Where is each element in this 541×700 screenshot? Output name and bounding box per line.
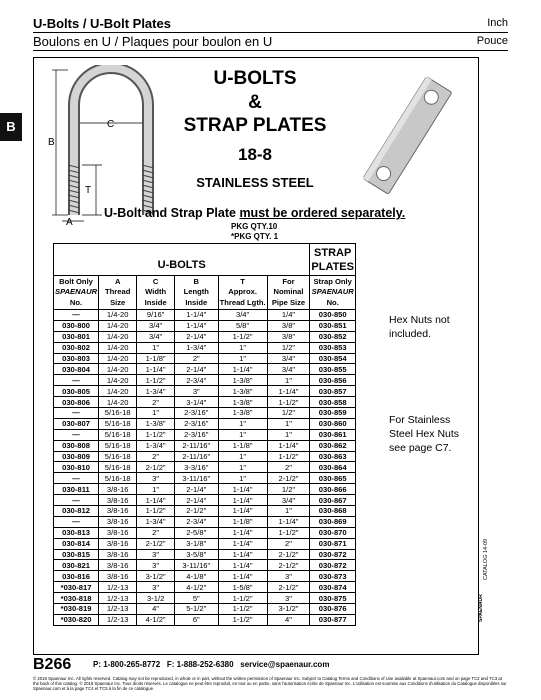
- dim-a-label: A: [66, 217, 73, 225]
- u-bolt-diagram: [44, 65, 164, 225]
- strap-part-number: 030-874: [310, 582, 356, 593]
- title-line-3: STRAP PLATES: [183, 115, 327, 136]
- spec-cell: 6": [174, 614, 218, 625]
- spec-cell: 2": [137, 451, 175, 462]
- spec-cell: 2-1/2": [174, 506, 218, 517]
- spec-cell: 1/2-13: [99, 582, 137, 593]
- spec-cell: 2-11/16": [174, 451, 218, 462]
- order-note-prefix: U-Bolt and Strap Plate: [104, 206, 240, 220]
- spec-cell: 3": [137, 473, 175, 484]
- spec-cell: 3-5/8": [174, 549, 218, 560]
- section-tab: B: [0, 113, 22, 141]
- spec-cell: 1/2": [267, 342, 310, 353]
- phone-number[interactable]: 1-800-265-8772: [103, 660, 161, 669]
- col-header-c: C Width Inside: [137, 276, 175, 310]
- spec-cell: 1-3/4": [174, 342, 218, 353]
- spec-cell: 1/4-20: [99, 397, 137, 408]
- table-row: [54, 614, 356, 625]
- spec-cell: 2": [267, 462, 310, 473]
- spec-cell: 3/8-16: [99, 495, 137, 506]
- bolt-part-number: 030-815: [54, 549, 99, 560]
- spec-cell: 2-1/2": [137, 462, 175, 473]
- table-row: [54, 549, 356, 560]
- col-header-bolt: Bolt Only SPAENAUR No.: [54, 276, 99, 310]
- spec-cell: 1/4-20: [99, 331, 137, 342]
- spec-cell: 1/4-20: [99, 320, 137, 331]
- strap-part-number: 030-850: [310, 310, 356, 321]
- spec-cell: 9/16": [137, 310, 175, 321]
- bolt-part-number: —: [54, 495, 99, 506]
- spec-cell: 1-1/4": [218, 484, 267, 495]
- strap-part-number: 030-862: [310, 440, 356, 451]
- spec-cell: 1": [267, 418, 310, 429]
- section-header-strap: STRAP PLATES: [310, 244, 356, 276]
- strap-part-number: 030-857: [310, 386, 356, 397]
- spec-cell: 3": [267, 571, 310, 582]
- col-header-pipe: For Nominal Pipe Size: [267, 276, 310, 310]
- spec-cell: 3-11/16": [174, 560, 218, 571]
- strap-part-number: 030-869: [310, 516, 356, 527]
- spec-cell: 2-5/8": [174, 527, 218, 538]
- spec-cell: 1-1/4": [137, 364, 175, 375]
- spec-cell: 1-1/2": [137, 429, 175, 440]
- fax-label: F:: [166, 660, 175, 669]
- table-row: [54, 342, 356, 353]
- spec-cell: 1": [267, 506, 310, 517]
- spec-cell: 1": [218, 473, 267, 484]
- strap-part-number: 030-863: [310, 451, 356, 462]
- bolt-part-number: *030-817: [54, 582, 99, 593]
- spec-cell: 1-3/4": [137, 386, 175, 397]
- spec-cell: 2-3/16": [174, 418, 218, 429]
- table-row: [54, 408, 356, 419]
- spec-cell: 2-1/2": [267, 473, 310, 484]
- spec-cell: 5/16-18: [99, 451, 137, 462]
- spec-cell: 2-1/4": [174, 495, 218, 506]
- fax-number: 1-888-252-6380: [176, 660, 234, 669]
- table-row: [54, 331, 356, 342]
- spec-cell: 2-3/16": [174, 408, 218, 419]
- spec-cell: 3/4": [267, 353, 310, 364]
- spec-cell: 2": [174, 353, 218, 364]
- title-line-2: &: [248, 92, 262, 113]
- spec-cell: 1/4-20: [99, 364, 137, 375]
- spec-cell: 1/2-13: [99, 604, 137, 615]
- spec-cell: 3/8-16: [99, 527, 137, 538]
- spec-cell: 1": [218, 462, 267, 473]
- strap-part-number: 030-866: [310, 484, 356, 495]
- spec-cell: 4-1/2": [137, 614, 175, 625]
- table-row: [54, 571, 356, 582]
- bolt-part-number: 030-805: [54, 386, 99, 397]
- table-row: [54, 560, 356, 571]
- strap-part-number: 030-873: [310, 571, 356, 582]
- spec-cell: 1/4": [267, 310, 310, 321]
- spec-cell: 3/8-16: [99, 549, 137, 560]
- section-header-ubolts: U-BOLTS: [54, 244, 310, 276]
- title-line-1: U-BOLTS: [213, 68, 297, 89]
- bolt-part-number: —: [54, 473, 99, 484]
- table-row: [54, 440, 356, 451]
- table-row: [54, 429, 356, 440]
- strap-part-number: 030-865: [310, 473, 356, 484]
- spec-cell: 1-1/2": [137, 375, 175, 386]
- bolt-part-number: 030-807: [54, 418, 99, 429]
- spec-cell: 1-1/2": [267, 451, 310, 462]
- strap-part-number: 030-868: [310, 506, 356, 517]
- spec-cell: 1": [267, 375, 310, 386]
- spec-cell: 2-1/2": [267, 560, 310, 571]
- spec-cell: 1-1/4": [137, 495, 175, 506]
- spec-cell: 3/8-16: [99, 560, 137, 571]
- strap-plate-image: [355, 72, 465, 202]
- col-header-t: T Approx. Thread Lgth.: [218, 276, 267, 310]
- email-link[interactable]: service@spaenaur.com: [240, 660, 330, 669]
- strap-part-number: 030-870: [310, 527, 356, 538]
- note-hex-nuts: Hex Nuts not included.: [389, 314, 450, 340]
- spec-cell: 3": [137, 560, 175, 571]
- bolt-part-number: 030-812: [54, 506, 99, 517]
- spec-cell: 5/8": [218, 320, 267, 331]
- spec-cell: 1-1/2": [218, 593, 267, 604]
- page-number: B266: [33, 656, 72, 673]
- table-row: [54, 375, 356, 386]
- spec-cell: 1/4-20: [99, 310, 137, 321]
- spec-cell: 3/8": [267, 331, 310, 342]
- spec-cell: 1/4-20: [99, 386, 137, 397]
- spec-cell: 4": [137, 604, 175, 615]
- bolt-part-number: *030-820: [54, 614, 99, 625]
- strap-part-number: 030-875: [310, 593, 356, 604]
- header-title-en-text: U-Bolts / U-Bolt Plates: [33, 16, 171, 31]
- col-header-strap: Strap Only SPAENAUR No.: [310, 276, 356, 310]
- spec-cell: 1": [267, 429, 310, 440]
- spec-cell: 1": [218, 418, 267, 429]
- dim-t-label: T: [85, 185, 92, 196]
- spec-cell: 1-1/8": [218, 516, 267, 527]
- spec-cell: 3/8": [267, 320, 310, 331]
- strap-part-number: 030-861: [310, 429, 356, 440]
- catalog-code: CATALOG 14-09: [483, 538, 489, 580]
- bolt-part-number: *030-819: [54, 604, 99, 615]
- spec-cell: 2-1/4": [174, 364, 218, 375]
- spec-cell: 1-1/2": [218, 604, 267, 615]
- spec-cell: 5": [174, 593, 218, 604]
- pkg-qty-standard: PKG QTY.10: [231, 222, 278, 231]
- spec-cell: 1": [218, 353, 267, 364]
- spec-cell: 2-3/4": [174, 375, 218, 386]
- spec-cell: 2-3/16": [174, 429, 218, 440]
- strap-part-number: 030-859: [310, 408, 356, 419]
- contact-info: [93, 660, 329, 669]
- spec-cell: 1-3/8": [137, 418, 175, 429]
- table-row: [54, 320, 356, 331]
- title-material: STAINLESS STEEL: [196, 175, 314, 190]
- table-row: [54, 527, 356, 538]
- spec-cell: 2": [137, 527, 175, 538]
- bolt-part-number: 030-800: [54, 320, 99, 331]
- bolt-part-number: —: [54, 429, 99, 440]
- note-stainless-hex-nuts: For Stainless Steel Hex Nuts see page C7.: [389, 414, 460, 454]
- col-header-b: B Length Inside: [174, 276, 218, 310]
- spec-cell: 5/16-18: [99, 429, 137, 440]
- header-rule-top: [33, 32, 508, 33]
- table-row: [54, 451, 356, 462]
- bolt-part-number: 030-808: [54, 440, 99, 451]
- spec-cell: 3": [174, 386, 218, 397]
- spec-cell: 1/4-20: [99, 353, 137, 364]
- spec-cell: 1/2": [267, 408, 310, 419]
- title-material-grade: 18-8: [237, 145, 273, 164]
- spec-cell: 2": [267, 538, 310, 549]
- spec-cell: 1-3/4": [137, 516, 175, 527]
- spec-cell: 3/4": [267, 495, 310, 506]
- spec-cell: 1-3/4": [137, 440, 175, 451]
- header-title-fr: [33, 34, 508, 49]
- spec-cell: 5/16-18: [99, 408, 137, 419]
- spec-cell: 2-1/4": [174, 484, 218, 495]
- strap-part-number: 030-867: [310, 495, 356, 506]
- bolt-part-number: 030-811: [54, 484, 99, 495]
- spec-cell: 3/4": [218, 310, 267, 321]
- spec-cell: 3-1/2: [137, 593, 175, 604]
- strap-part-number: 030-855: [310, 364, 356, 375]
- spec-cell: 1": [218, 429, 267, 440]
- spec-cell: 3-11/16": [174, 473, 218, 484]
- spec-cell: 1/2-13: [99, 614, 137, 625]
- spec-cell: 3/8-16: [99, 506, 137, 517]
- bolt-part-number: 030-801: [54, 331, 99, 342]
- strap-part-number: 030-853: [310, 342, 356, 353]
- table-row: [54, 462, 356, 473]
- spec-cell: 5/16-18: [99, 473, 137, 484]
- spec-cell: 3/8-16: [99, 484, 137, 495]
- spec-cell: 2-1/2": [137, 538, 175, 549]
- spec-cell: 4-1/2": [174, 582, 218, 593]
- spec-cell: 1": [137, 342, 175, 353]
- spec-cell: 1-3/8": [218, 397, 267, 408]
- bolt-part-number: —: [54, 408, 99, 419]
- spec-cell: 3/8-16: [99, 571, 137, 582]
- bolt-part-number: 030-821: [54, 560, 99, 571]
- spec-cell: 3-1/2": [137, 571, 175, 582]
- order-note: [104, 206, 405, 220]
- spec-cell: 1-1/8": [137, 353, 175, 364]
- spec-cell: 1-1/4": [218, 364, 267, 375]
- strap-part-number: 030-852: [310, 331, 356, 342]
- spec-cell: 1-1/4": [218, 506, 267, 517]
- table-row: [54, 418, 356, 429]
- strap-part-number: 030-856: [310, 375, 356, 386]
- spec-cell: 2-3/4": [174, 516, 218, 527]
- spec-cell: 1/2": [267, 484, 310, 495]
- pkg-qty-starred: *PKG QTY. 1: [231, 232, 279, 241]
- spec-cell: 1-3/8": [218, 408, 267, 419]
- table-row: [54, 516, 356, 527]
- spec-cell: 3": [267, 593, 310, 604]
- spec-table: [53, 243, 356, 626]
- spec-cell: 3-3/16": [174, 462, 218, 473]
- header-rule-bottom: [33, 50, 508, 51]
- col-header-a: A Thread Size: [99, 276, 137, 310]
- bolt-part-number: 030-816: [54, 571, 99, 582]
- spec-cell: 1-1/2": [218, 331, 267, 342]
- strap-part-number: 030-877: [310, 614, 356, 625]
- spec-cell: 1/4-20: [99, 342, 137, 353]
- spec-cell: 1-1/2": [267, 397, 310, 408]
- spec-cell: 1-1/4": [174, 320, 218, 331]
- strap-part-number: 030-858: [310, 397, 356, 408]
- spec-cell: 3-1/2": [267, 604, 310, 615]
- table-row: [54, 506, 356, 517]
- table-row: [54, 538, 356, 549]
- spec-cell: 5-1/2": [174, 604, 218, 615]
- strap-part-number: 030-860: [310, 418, 356, 429]
- table-row: [54, 593, 356, 604]
- spec-cell: 1": [137, 408, 175, 419]
- spec-cell: 1-1/2": [137, 506, 175, 517]
- spec-cell: 1/4-20: [99, 375, 137, 386]
- bolt-part-number: 030-804: [54, 364, 99, 375]
- spec-cell: 1-1/8": [218, 440, 267, 451]
- spec-cell: 1": [218, 342, 267, 353]
- product-title: [175, 68, 335, 193]
- phone-label: P:: [93, 660, 101, 669]
- spec-cell: 1-5/8": [218, 582, 267, 593]
- bolt-part-number: 030-813: [54, 527, 99, 538]
- spec-cell: 1-1/4": [174, 310, 218, 321]
- bolt-part-number: 030-809: [54, 451, 99, 462]
- strap-part-number: 030-871: [310, 538, 356, 549]
- bolt-part-number: 030-806: [54, 397, 99, 408]
- spec-cell: 1-1/4": [218, 549, 267, 560]
- spec-cell: 1": [218, 451, 267, 462]
- spec-cell: 3/4": [267, 364, 310, 375]
- spec-cell: 2-1/4": [174, 331, 218, 342]
- bolt-part-number: 030-810: [54, 462, 99, 473]
- strap-part-number: 030-876: [310, 604, 356, 615]
- strap-part-number: 030-872: [310, 560, 356, 571]
- spec-cell: 5/16-18: [99, 462, 137, 473]
- spec-cell: 2-1/2": [267, 582, 310, 593]
- bolt-part-number: 030-803: [54, 353, 99, 364]
- spec-cell: 1-1/4": [267, 440, 310, 451]
- dim-b-label: B: [48, 137, 55, 148]
- spec-cell: 1-1/4": [218, 571, 267, 582]
- package-quantity: [231, 222, 278, 242]
- bolt-part-number: —: [54, 310, 99, 321]
- table-row: [54, 364, 356, 375]
- spec-cell: 2-1/2": [267, 549, 310, 560]
- brand-logo-text: SPAENAUR: [478, 594, 484, 622]
- strap-part-number: 030-872: [310, 549, 356, 560]
- spec-cell: 4-1/8": [174, 571, 218, 582]
- bolt-part-number: *030-818: [54, 593, 99, 604]
- copyright-fine-print: © 2018 Spaenaur Inc. All rights reserved. Catalog may not be reproduced, in whole or in part, without the written permission of Spaenaur Inc. Subject to Catalog Terms and Conditions of Use available at Spaenaur.com and on page TC2 and TC3 at the back of this catalog. © 2018 Spaenaur Inc. Tous droits réservés. Le catalogue ne peut être reproduit, en tout ou en partie, sans l'autorisation écrite de Spaenaur Inc. L'utilisation est soumise aux Conditions d'utilisation du Catalogue disponibles sur Spaenaur.com et à la page TC4 et TC5 à la fin de ce catalogue.: [33, 676, 507, 692]
- strap-part-number: 030-854: [310, 353, 356, 364]
- spec-cell: 1-1/4": [267, 386, 310, 397]
- spec-cell: 1-1/4": [218, 527, 267, 538]
- table-row: [54, 495, 356, 506]
- spec-cell: 5/16-18: [99, 440, 137, 451]
- spec-cell: 1-3/8": [218, 375, 267, 386]
- table-row: [54, 353, 356, 364]
- bolt-part-number: —: [54, 516, 99, 527]
- dim-c-label: C: [107, 119, 115, 130]
- bolt-part-number: 030-814: [54, 538, 99, 549]
- table-row: [54, 397, 356, 408]
- strap-part-number: 030-864: [310, 462, 356, 473]
- spec-cell: 2-11/16": [174, 440, 218, 451]
- spec-cell: 1-1/4": [218, 538, 267, 549]
- strap-part-number: 030-851: [310, 320, 356, 331]
- spec-cell: 5/16-18: [99, 418, 137, 429]
- spec-cell: 1-1/4": [267, 516, 310, 527]
- spec-cell: 1-1/4": [218, 495, 267, 506]
- spec-cell: 3-1/4": [174, 397, 218, 408]
- spec-cell: 1-1/2": [267, 527, 310, 538]
- spec-cell: 1": [137, 484, 175, 495]
- header-title-en: [33, 15, 508, 32]
- table-row: [54, 386, 356, 397]
- order-note-emphasis: must be ordered separately.: [239, 206, 406, 220]
- column-header-row: [54, 276, 356, 310]
- table-row: [54, 473, 356, 484]
- table-row: [54, 484, 356, 495]
- spec-cell: 3-1/8": [174, 538, 218, 549]
- header-unit-fr: Pouce: [476, 35, 508, 47]
- spec-cell: 1/2-13: [99, 593, 137, 604]
- spec-cell: 1-1/2": [218, 614, 267, 625]
- table-row: [54, 582, 356, 593]
- header-unit-en: Inch: [487, 17, 508, 29]
- spec-cell: 3/8-16: [99, 538, 137, 549]
- spec-cell: 1-1/4": [218, 560, 267, 571]
- spec-cell: 3/4": [137, 331, 175, 342]
- header-title-fr-text: Boulons en U / Plaques pour boulon en U: [33, 34, 273, 49]
- spec-cell: 3/4": [137, 320, 175, 331]
- bolt-part-number: —: [54, 375, 99, 386]
- spec-cell: 2": [137, 397, 175, 408]
- table-row: [54, 310, 356, 321]
- spec-cell: 1-3/8": [218, 386, 267, 397]
- spec-cell: 3/8-16: [99, 516, 137, 527]
- spec-cell: 3": [137, 582, 175, 593]
- spec-cell: 3": [137, 549, 175, 560]
- spec-cell: 4": [267, 614, 310, 625]
- table-row: [54, 604, 356, 615]
- bolt-part-number: 030-802: [54, 342, 99, 353]
